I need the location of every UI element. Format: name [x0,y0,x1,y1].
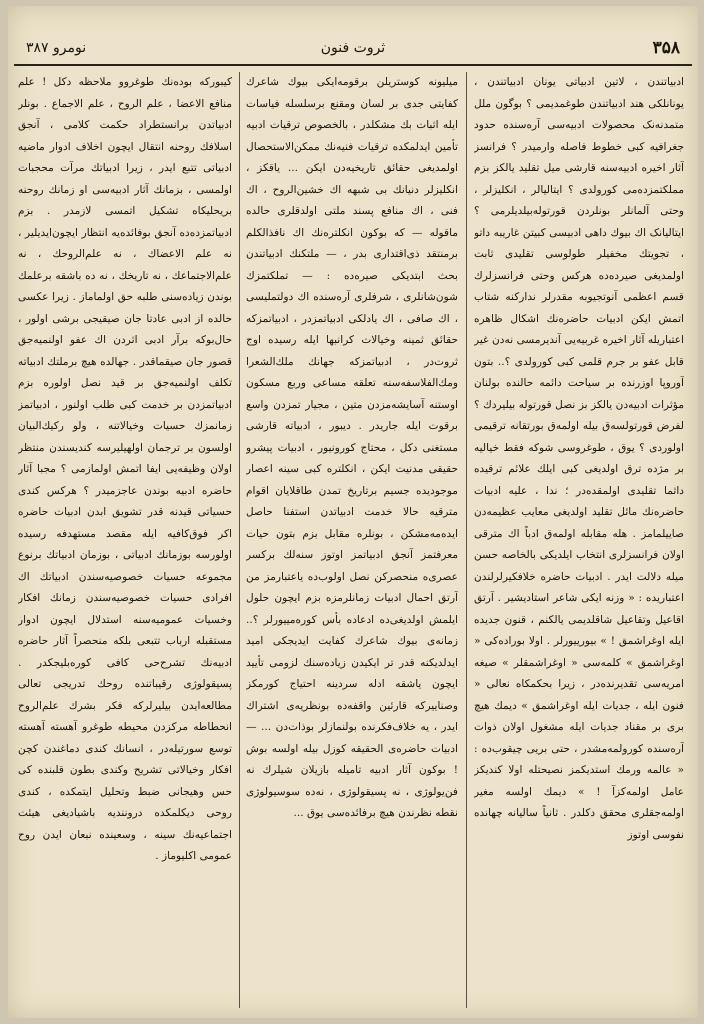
page-header [8,6,698,64]
column-middle-text: میلیونه کوستریلن برقومه‌ایکی بیوك شاعرك کفایتی جدی بر لسان ومقنع برسلسله فیاسات ایله اثبات بك مشکلدر ، بالخصوص ترقیات ادبیه تأمین ایدلمکده ترقیات فنیه‌نك ممکن‌الاستحصال اولمدیغی حقائق تاریخیه‌دن ایکن ... یاقکز ، انکلیزلر دنیانك بی شبهه اك خشین‌الروح ، اك فنی ، اك منافع پسند ملتی اولدقلری حالده ماقوله — که بوکون انکلتره‌نك اك نافذالکلم برمنتقد ذی‌اقتداری بدر ، — ملتکنك ادبیاتندن بحث ابتدیکی صیره‌ده : — تملکتمزك شون‌شانلری ، شرفلری آره‌سنده اك دولتملیسی ، اك صافی ، اك یادلکی ادبیاتمزدر ، ادبیاتمزکه حقائق ثمینه وخیالات کرانبها ایله رسیده اوج ثروت‌در ، ادبیاتمزکه جهانك ملك‌الشعرا ومك‌الفلاسفه‌سنه تعلقه مساعی وربع مسکون اوستنه آسایشه‌مزدن متین ، مجیار تمزدن واسع برقوت ایله جاریدر . دیبور ، ادبیاته قارشی مستغنی دکل ، محتاج کورونیور ، ادبیات پیشرو حقیقی مدنیت ایکن ، انکلتره کبی سینه اعصار موجودیده جسیم برتاریخ تمدن طاقلایان اقوام مترقیه حالا خدمت ادبیاتدن استفنا حاصل ایده‌مه‌مشکن ، بونلره مقابل بزم بتون حیات معرفتمز آنجق ادبیاتمز اوتوز سنه‌لك برکسر عصری‌ه منحصرکن نصل اولوب‌ده یاعتبارمز من آرتق احمال ادبیات زمانلرمزه بزم ایچون حلول ایلمش اولدیغی‌ده ادعاده بأس کوره‌مییورلر ؟.. زمانه‌ی بیوك شاعرك کفایت ایدیجکی امید ایدلدیکنه قدر تر ایکیدن زیاده‌سنك لزومی تأیید ایچون یاشقه ادله سردینه احتیاج کورمکز وصناییرکه قارئین واقفه‌ده بونظریه‌ی اشتراك ایدر ، یه خلاف‌فکرنده بولنمازلر بوذات‌دن ... — ادبیات حاضره‌ی الحقیقه کوزل بیله اولسه بوش ! بوکون آثار ادبیه تامیله بازیلان شیلرك نه فن‌یولوژی ، نه پسیقولوژی ، نه‌ده سوسیولوژی نقطه نظرندن هیچ برفائده‌سی یوق ... [246,76,458,819]
column-right-text: ادبیاتندن ، لاتین ادبیاتی یونان ادبیاتندن ، یونانلکی هند ادبیاتندن طوغمدیمی ؟ بوگون ملل متمدنه‌نک محصولات ادبیه‌سی آره‌سنده حدود جغرافیه کبی خطوط فاصله وارمیدر ؟ فرانسز آثار اخیره ادبیه‌سنه قارشی میل تقلید یالکز بزم مملکتمزده‌می کورولدی ؟ ایتالیالر ، انکلیزلر ، وحتی آلمانلر بونلردن قورتوله‌بیلدیلرمی ؟ ایتالیانک اك بیوك داهی ادبیسی کبیتن غاریبه داتو ، تجویتك مخفیلر طولوسی تقلیدی ثابت اولمدیغی صیرده‌ده هرکس وحتی فرانسزلرك قسم اعظمی آنوتجیوبه مقدرلر ندارکنه شتاب اتمش ایکن ادبیات حاضره‌نك اشکال ظاهره اعتباریله آثار اخیره غربیه‌یی آندیرمسی نه‌دن غیر قابل عفو بر جرم قلمی کبی کورولدی ؟.. بتون آوروپا اوزرنده بر سیاحت دائمه حالنده بولنان مؤثرات ادبیه‌دن یالکز بز نصل قورتوله بیلیردك ؟ لفرض قورتولسه‌ق بیله اولمه‌ق بورتقانه ترقیمی اولوردی ؟ یوق ، طوغروسی شوکه فقط خیالیه بر مژده ترق اولدیغی کبی ایلك علائم ترقیده داثما تقلیدی اولمقده‌در ؛ ندا ، عليه ادبیات حاضره‌نك مائل تقلید اولدیغی معایب عظیمه‌دن صاییلمامز . هله مقابله اولمه‌ق ادباً اك مترقی اولان فرانسزلری انتخاب ایلدیکی بالخاصه حسن میله دلالت ایدر . ادبیات حاضره خلافکیرلرلندن اعتباریده : « وزنه ایکی شاعر استادیشیر . آرتق اقاعیل وتقاعیل شاقلدیمی یالکنم ، قنون جدیده ایله اوغراشمق ! » بیورییورلر . اولا بوراده‌کی « اوغراشمق » کلمه‌سی « اوغراشمقلر » صیغه امریه‌سی تقدیرنده‌در ، زیرا بحکمکاه نعالی « فنون ایله ، جدیات ایله اوغراشمق » دیمك هیچ برى بر مقناد جدیات ایله مشغول اولان ذوات آره‌سنده کورولمه‌مشدر ، حتی بریی چیقوب‌ده : « عالمه ورمك استدیکمز نصیحتله اولا کندیکز عامل اولمه‌کزآ ! » دیمك اولسه مغیر اولمه‌جقلری محقق دکلدر . ثانیاً سالیانه چهانده نفوسی اوتوز [474,76,684,841]
column-right [474,72,684,1010]
header-rule [14,64,692,66]
column-divider-left [239,72,240,1008]
column-left [18,72,232,1010]
column-left-text: کیبورکه بوده‌نك طوغروو ملاحظه دکل ! علم منافع الاعضا ، علم الروح ، علم الاجماع . بونلر ادبیاتدن برانستطراد حکمت کلامی ، آنجق اسلافك روحنه انتقال ایچون اخلاف ادوار ماضیه ادبیاتی تتبع ایدر ، زیرا ادبیاتك مرآت محجبات اولمسی ، بزمانك آثار ادبیه‌سی او زمانك روحنه بریحلیکاه تشکیل اتمسی لازمدر . بزم ادبیاتمزده‌ده آنجق بوفائده‌یه انتظار ایچون‌ایدیلیر ، نه علم الاعضاك ، نه علم‌الروحك ، نه علم‌الاجتماعك ، نه تاریخك ، نه ده باشقه برعلمك بوندن زیاده‌سنی طلبه حق اولماماز . زیرا عکسی حالده از ادبی عادتا جان صیقیجی برشی اولور ، حال‌بوکه برآر ادبی اثردن اك عفو اولنمیه‌جق قصور جان صیقماقدر . جهالده هیچ برملتك ادبیاته تکلف اولنمیه‌جق بر قید نصل اولوره بزم ادبیاتمزدن بر خدمت کبی طلب اولنور ، ادبیاتمز زمانمزك حسیات وخیالاتنه ، ولو رکیك‌البیان اولسون بر ترجمان اولهیلیرسه کندیسندن منتظر اولان وظیفه‌یی ایفا اتمش اولمازمی ؟ مجبا آثار حاضره ادبیه بوندن عاجزمیدر ؟ هرکس کندی حسیاتی قیدنه قدر تشویق ابدن ادبیات حاضره اکر فوق‌کافیه ایله مقصد مستهدفه رسیده اولورسه بوزمانك ادبیاتی ، بوزمان ادبیاتك برنوع مجموعه حسیات خصوصیه‌سندن ادبیاتك اك افرادی حسیات خصوصیه‌سندن زمانك افکار وخسیات عمومیه‌سنه استدلال ایچون ادوار مستقبله ارباب تتبعی بلکه منحصراً آثار حاضره ادبیه‌نك تشرح‌حی کافی کوره‌بلیجکدر . پسیقولوژی رقیباتنده روحك تدریجی تعالی مطالعه‌ایدن بیلیرلرکه فکر بشرك علم‌الروح انحطاطه مرکزدن محیطه طوغرو آهسته آهسته توسع سورتیله‌در ، انسانك کندی دماغندن کچن افکار وخیالاتی تشریح وکندی بطون قلبنده کی حس وهیجانی ضبط وتحلیل ایتمکده ، کندی روحی دیکلمکده درونندیه باشیادیغی هیئت اجتماعیه‌نك سینه ، وسعینده نبعان ایدن روح عمومی اکلیوماز . [18,76,232,862]
column-divider-right [466,72,467,1008]
page-number: ۳۵۸ [652,38,680,58]
issue-number: نومرو ۳۸۷ [26,40,87,56]
journal-title: ثروت فنون [320,40,386,56]
newspaper-page [8,6,698,1018]
column-middle [246,72,458,1010]
